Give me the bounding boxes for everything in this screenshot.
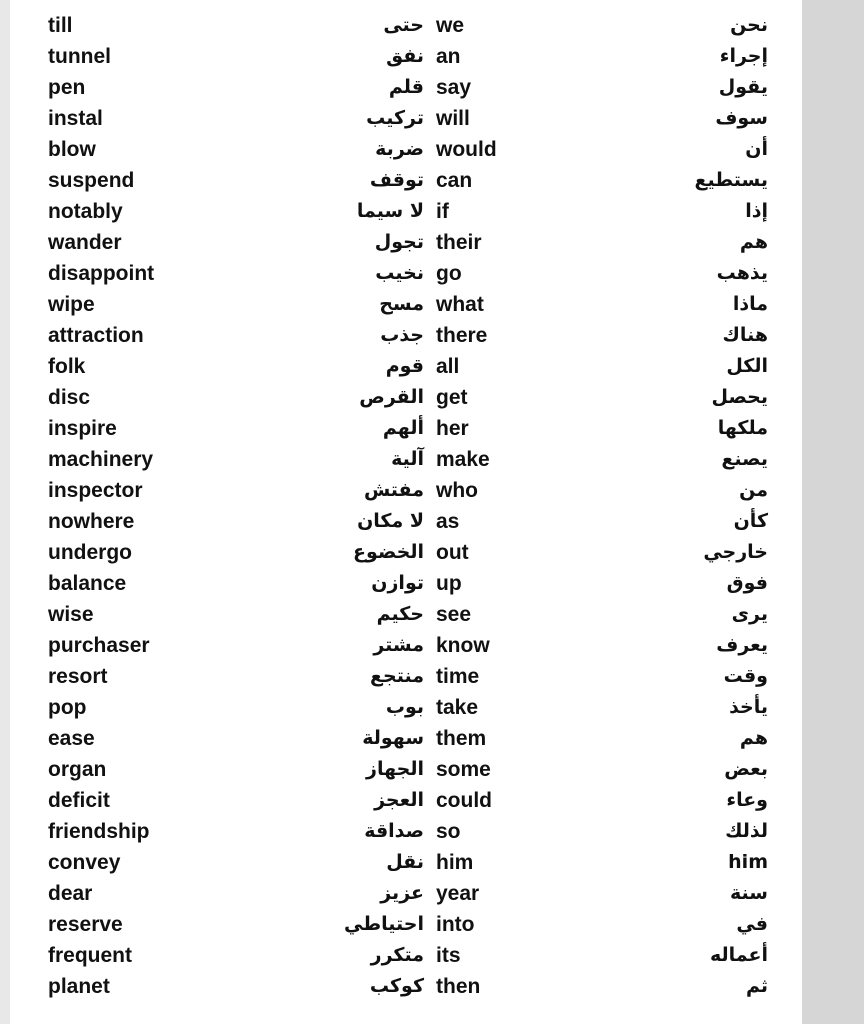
- english-word: as: [436, 510, 460, 533]
- english-word: time: [436, 665, 480, 688]
- english-word: what: [436, 293, 484, 316]
- arabic-translation: في: [736, 913, 768, 935]
- arabic-translation: مشتر: [373, 634, 424, 656]
- arabic-translation: صداقة: [364, 820, 424, 842]
- arabic-translation: يرى: [731, 603, 768, 625]
- vocabulary-row: [0, 537, 802, 568]
- arabic-translation: يأخذ: [729, 696, 768, 718]
- english-word: so: [436, 820, 461, 843]
- english-word: year: [436, 882, 480, 905]
- arabic-translation: آلية: [391, 448, 424, 470]
- english-word: inspire: [48, 417, 117, 440]
- english-word: notably: [48, 200, 123, 223]
- english-word: her: [436, 417, 469, 440]
- english-word: pop: [48, 696, 87, 719]
- arabic-translation: بعض: [724, 758, 768, 780]
- vocabulary-row: [0, 196, 802, 227]
- arabic-translation: سنة: [730, 882, 768, 904]
- english-word: take: [436, 696, 479, 719]
- english-word: nowhere: [48, 510, 135, 533]
- arabic-translation: سوف: [715, 107, 768, 129]
- english-word: go: [436, 262, 462, 285]
- english-word: their: [436, 231, 482, 254]
- vocabulary-row: [0, 258, 802, 289]
- arabic-translation: الجهاز: [366, 758, 424, 780]
- english-word: planet: [48, 975, 110, 998]
- arabic-translation: كأن: [733, 510, 768, 532]
- english-word: blow: [48, 138, 96, 161]
- english-word: reserve: [48, 913, 123, 936]
- english-word: if: [436, 200, 449, 223]
- arabic-translation: نخيب: [375, 262, 424, 284]
- vocabulary-row: [0, 41, 802, 72]
- arabic-translation: يذهب: [716, 262, 768, 284]
- english-word: up: [436, 572, 462, 595]
- english-word: pen: [48, 76, 86, 99]
- english-word: out: [436, 541, 469, 564]
- arabic-translation: قلم: [388, 76, 424, 98]
- english-word: machinery: [48, 448, 154, 471]
- vocabulary-row: [0, 72, 802, 103]
- arabic-translation: خارجي: [703, 541, 768, 563]
- vocabulary-row: [0, 661, 802, 692]
- english-word: inspector: [48, 479, 143, 502]
- arabic-translation: نقل: [386, 851, 424, 873]
- vocabulary-row: [0, 630, 802, 661]
- arabic-translation: حكيم: [376, 603, 424, 625]
- arabic-translation: لذلك: [725, 820, 768, 842]
- english-word: would: [436, 138, 497, 161]
- arabic-translation: لا مكان: [357, 510, 424, 532]
- arabic-translation: ملكها: [717, 417, 768, 439]
- english-word: see: [436, 603, 472, 626]
- english-word: will: [436, 107, 470, 130]
- arabic-translation: ضربة: [375, 138, 424, 160]
- english-word: an: [436, 45, 461, 68]
- arabic-translation: him: [728, 851, 768, 873]
- arabic-translation: يستطيع: [694, 169, 768, 191]
- vocabulary-row: [0, 10, 802, 41]
- arabic-translation: وعاء: [726, 789, 768, 811]
- arabic-translation: العجز: [374, 789, 424, 811]
- english-word: could: [436, 789, 492, 812]
- arabic-translation: نفق: [386, 45, 424, 67]
- english-word: disappoint: [48, 262, 155, 285]
- english-word: convey: [48, 851, 121, 874]
- vocabulary-row: [0, 754, 802, 785]
- english-word: instal: [48, 107, 103, 130]
- english-word: him: [436, 851, 474, 874]
- arabic-translation: سهولة: [362, 727, 424, 749]
- english-word: wise: [48, 603, 94, 626]
- vocabulary-row: [0, 599, 802, 630]
- vocabulary-row: [0, 568, 802, 599]
- arabic-translation: هم: [739, 231, 768, 253]
- arabic-translation: توازن: [371, 572, 424, 594]
- english-word: purchaser: [48, 634, 150, 657]
- arabic-translation: الخضوع: [353, 541, 424, 563]
- english-word: friendship: [48, 820, 150, 843]
- english-word: can: [436, 169, 473, 192]
- english-word: wipe: [48, 293, 95, 316]
- vocabulary-row: [0, 382, 802, 413]
- english-word: its: [436, 944, 461, 967]
- arabic-translation: أن: [745, 138, 768, 160]
- arabic-translation: من: [739, 479, 768, 501]
- arabic-translation: ألهم: [382, 417, 424, 439]
- arabic-translation: أعماله: [709, 944, 768, 966]
- arabic-translation: بوب: [385, 696, 424, 718]
- arabic-translation: يعرف: [716, 634, 768, 656]
- english-word: tunnel: [48, 45, 111, 68]
- arabic-translation: توقف: [369, 169, 424, 191]
- arabic-translation: قوم: [385, 355, 424, 377]
- arabic-translation: يحصل: [711, 386, 768, 408]
- english-word: then: [436, 975, 481, 998]
- arabic-translation: القرص: [359, 386, 424, 408]
- english-word: make: [436, 448, 490, 471]
- english-word: all: [436, 355, 460, 378]
- arabic-translation: يصنع: [721, 448, 768, 470]
- english-word: ease: [48, 727, 95, 750]
- english-word: them: [436, 727, 487, 750]
- english-word: dear: [48, 882, 93, 905]
- vocabulary-row: [0, 847, 802, 878]
- vocabulary-row: [0, 413, 802, 444]
- arabic-translation: حتى: [383, 14, 424, 36]
- arabic-translation: جذب: [380, 324, 424, 346]
- english-word: folk: [48, 355, 86, 378]
- vocabulary-row: [0, 475, 802, 506]
- vocabulary-row: [0, 134, 802, 165]
- english-word: suspend: [48, 169, 135, 192]
- arabic-translation: فوق: [726, 572, 768, 594]
- vocabulary-row: [0, 816, 802, 847]
- vocabulary-row: [0, 289, 802, 320]
- vocabulary-row: [0, 878, 802, 909]
- arabic-translation: وقت: [723, 665, 768, 687]
- right-margin: [802, 0, 864, 1024]
- arabic-translation: إجراء: [719, 45, 768, 67]
- english-word: some: [436, 758, 491, 781]
- arabic-translation: تركيب: [366, 107, 424, 129]
- arabic-translation: هناك: [722, 324, 768, 346]
- arabic-translation: ماذا: [732, 293, 768, 315]
- vocabulary-row: [0, 320, 802, 351]
- english-word: we: [436, 14, 465, 37]
- vocabulary-row: [0, 444, 802, 475]
- english-word: say: [436, 76, 472, 99]
- vocabulary-row: [0, 351, 802, 382]
- vocabulary-row: [0, 103, 802, 134]
- arabic-translation: ثم: [745, 975, 768, 997]
- arabic-translation: احتياطي: [344, 913, 424, 935]
- vocabulary-row: [0, 165, 802, 196]
- english-word: know: [436, 634, 490, 657]
- english-word: undergo: [48, 541, 132, 564]
- english-word: into: [436, 913, 475, 936]
- arabic-translation: مسح: [379, 293, 424, 315]
- english-word: who: [436, 479, 478, 502]
- english-word: wander: [48, 231, 122, 254]
- english-word: organ: [48, 758, 107, 781]
- arabic-translation: يقول: [718, 76, 768, 98]
- english-word: till: [48, 14, 73, 37]
- english-word: there: [436, 324, 488, 347]
- vocabulary-list: [0, 10, 802, 1014]
- vocabulary-row: [0, 723, 802, 754]
- vocabulary-row: [0, 506, 802, 537]
- vocabulary-row: [0, 785, 802, 816]
- arabic-translation: عزيز: [380, 882, 424, 904]
- arabic-translation: إذا: [745, 200, 768, 222]
- english-word: frequent: [48, 944, 132, 967]
- english-word: deficit: [48, 789, 110, 812]
- vocabulary-row: [0, 692, 802, 723]
- english-word: get: [436, 386, 468, 409]
- english-word: resort: [48, 665, 108, 688]
- english-word: balance: [48, 572, 127, 595]
- arabic-translation: مفتش: [363, 479, 424, 501]
- vocabulary-row: [0, 971, 802, 1002]
- english-word: attraction: [48, 324, 144, 347]
- arabic-translation: متكرر: [370, 944, 424, 966]
- arabic-translation: منتجع: [370, 665, 424, 687]
- arabic-translation: تجول: [374, 231, 424, 253]
- english-word: disc: [48, 386, 91, 409]
- arabic-translation: نحن: [730, 14, 768, 36]
- arabic-translation: كوكب: [369, 975, 424, 997]
- arabic-translation: هم: [739, 727, 768, 749]
- arabic-translation: لا سيما: [356, 200, 424, 222]
- vocabulary-row: [0, 909, 802, 940]
- vocabulary-row: [0, 227, 802, 258]
- arabic-translation: الكل: [726, 355, 768, 377]
- vocabulary-row: [0, 940, 802, 971]
